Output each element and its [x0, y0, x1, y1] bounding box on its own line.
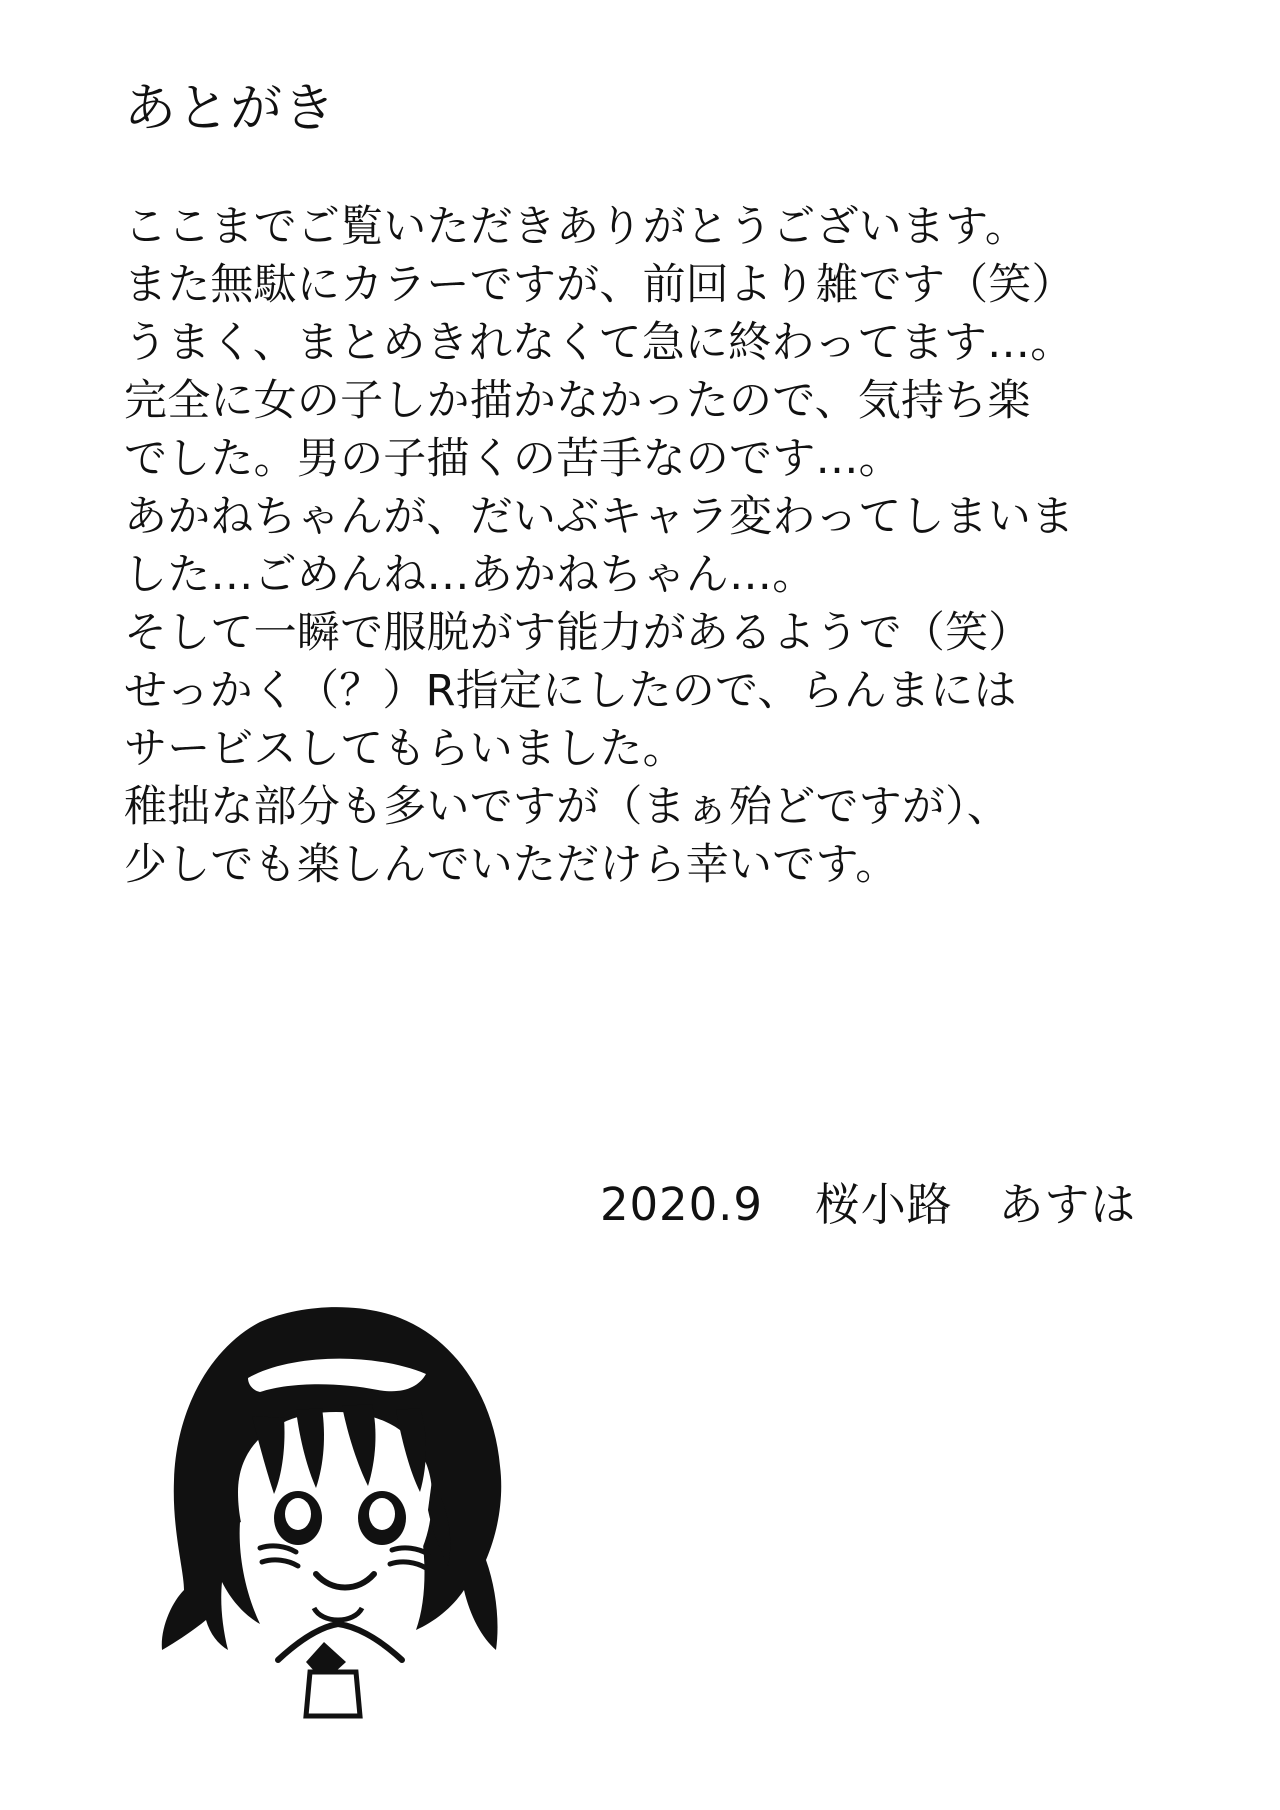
eye-left-highlight: [285, 1498, 311, 1530]
body-line: 完全に女の子しか描かなかったので、気持ち楽: [124, 376, 1031, 426]
page-title: あとがき: [124, 79, 337, 139]
body-line: 稚拙な部分も多いですが（まぁ殆どですが）、: [124, 782, 1011, 832]
body-line: でした。男の子描くの苦手なのです…。: [124, 434, 902, 484]
body-line: そして一瞬で服脱がす能力があるようで（笑）: [124, 608, 1032, 658]
eye-right-highlight: [369, 1498, 395, 1530]
body-line: サービスしてもらいました。: [124, 724, 686, 774]
body-line: した…ごめんね…あかねちゃん…。: [124, 550, 816, 600]
body-line: うまく、まとめきれなくて急に終わってます…。: [124, 318, 1074, 368]
body-line: また無駄にカラーですが、前回より雑です（笑）: [124, 260, 1075, 310]
afterword-body: [124, 198, 1184, 894]
chibi-girl-icon: [110, 1230, 580, 1750]
signature-author: 桜小路 あすは: [814, 1178, 1137, 1231]
body-line: せっかく（？）R指定にしたので、らんまには: [124, 666, 1017, 716]
chibi-girl-illustration: [110, 1230, 580, 1750]
body-line: あかねちゃんが、だいぶキャラ変わってしまいま: [124, 492, 1075, 542]
bib-shape: [306, 1672, 360, 1716]
signature-date: 2020.9: [600, 1178, 763, 1231]
body-line: ここまでご覧いただきありがとうございます。: [124, 202, 1029, 252]
signature: [600, 1168, 1136, 1233]
collar-line: [278, 1624, 402, 1660]
body-line: 少しでも楽しんでいただけら幸いです。: [124, 840, 899, 890]
neck-line: [314, 1608, 362, 1620]
